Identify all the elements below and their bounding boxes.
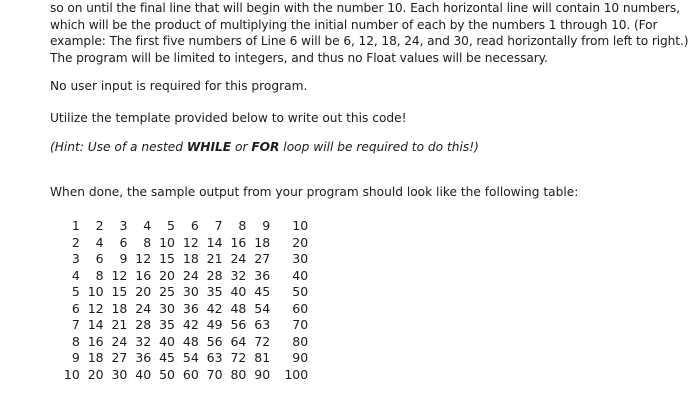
template-note: Utilize the template provided below to write out this code! — [50, 111, 407, 125]
table-cell: 9 — [119, 251, 128, 266]
table-cell: 20 — [87, 366, 104, 382]
table-row — [56, 301, 308, 318]
table-cell: 15 — [159, 251, 175, 266]
table-row — [56, 268, 308, 285]
hint-or: or — [231, 140, 252, 154]
table-cell: 12 — [135, 251, 152, 266]
table-cell: 40 — [292, 267, 309, 283]
table-cell: 8 — [71, 333, 80, 349]
table-cell: 42 — [206, 300, 223, 316]
table-cell: 10 — [292, 218, 309, 233]
table-cell: 18 — [182, 251, 199, 266]
table-cell: 10 — [159, 234, 175, 250]
no-input-note: No user input is required for this program. — [50, 79, 308, 93]
table-cell: 40 — [135, 366, 152, 382]
table-cell: 30 — [159, 300, 175, 316]
table-cell: 60 — [182, 366, 199, 382]
table-cell: 70 — [292, 317, 309, 332]
table-row — [56, 251, 308, 268]
table-cell: 48 — [230, 300, 247, 316]
table-cell: 12 — [111, 267, 128, 283]
intro-line: which will be the product of multiplying the initial number of each by the numbers 1 through 10. (For — [50, 17, 658, 32]
table-cell: 100 — [284, 366, 309, 382]
table-cell: 56 — [230, 317, 247, 332]
intro-paragraph — [50, 0, 690, 67]
table-cell: 27 — [254, 251, 271, 266]
table-cell: 20 — [292, 234, 309, 250]
table-cell: 8 — [95, 267, 104, 283]
table-cell: 2 — [95, 218, 104, 233]
table-cell: 36 — [182, 300, 199, 316]
table-cell: 63 — [254, 317, 271, 332]
table-cell: 10 — [63, 366, 80, 382]
table-cell: 7 — [214, 218, 223, 233]
table-cell: 5 — [71, 284, 80, 299]
table-cell: 24 — [230, 251, 247, 266]
table-cell: 50 — [159, 366, 175, 382]
table-cell: 48 — [182, 333, 199, 349]
hint-while: WHILE — [186, 140, 232, 154]
intro-line: so on until the final line that will begin with the number 10. Each horizontal line will contain 10 numbers, — [50, 1, 680, 15]
table-cell: 16 — [135, 267, 152, 283]
table-cell: 72 — [230, 350, 247, 365]
multiplication-table — [56, 218, 308, 383]
table-cell: 42 — [182, 317, 199, 332]
table-cell: 4 — [71, 267, 80, 283]
table-cell: 3 — [71, 251, 80, 266]
table-cell: 20 — [159, 267, 175, 283]
table-cell: 18 — [111, 300, 128, 316]
table-row — [56, 367, 308, 384]
table-cell: 6 — [71, 300, 80, 316]
hint-note — [50, 139, 479, 155]
table-cell: 21 — [206, 251, 223, 266]
hint-for: FOR — [251, 140, 280, 154]
table-row — [56, 284, 308, 301]
table-cell: 30 — [111, 366, 128, 382]
table-cell: 80 — [292, 333, 309, 349]
table-cell: 60 — [292, 300, 309, 316]
table-cell: 90 — [292, 350, 309, 365]
table-cell: 25 — [159, 284, 175, 299]
table-row — [56, 218, 308, 235]
table-cell: 50 — [292, 284, 309, 299]
table-cell: 45 — [254, 284, 271, 299]
table-cell: 16 — [87, 333, 104, 349]
table-cell: 6 — [119, 234, 128, 250]
table-cell: 28 — [206, 267, 223, 283]
table-cell: 4 — [95, 234, 104, 250]
table-cell: 7 — [71, 317, 80, 332]
table-cell: 1 — [71, 218, 80, 233]
table-cell: 6 — [95, 251, 104, 266]
table-cell: 10 — [87, 284, 104, 299]
table-row — [56, 317, 308, 334]
table-cell: 54 — [182, 350, 199, 365]
table-cell: 18 — [254, 234, 271, 250]
table-cell: 8 — [143, 234, 152, 250]
table-cell: 12 — [87, 300, 104, 316]
intro-line: example: The first five numbers of Line 6 will be 6, 12, 18, 24, and 30, read horizontally from left to right.) — [50, 34, 689, 49]
table-row — [56, 350, 308, 367]
table-cell: 3 — [119, 218, 128, 233]
table-cell: 32 — [230, 267, 247, 283]
table-cell: 36 — [135, 350, 152, 365]
table-cell: 64 — [230, 333, 247, 349]
table-cell: 8 — [238, 218, 247, 233]
table-cell: 21 — [111, 317, 128, 332]
table-cell: 49 — [206, 317, 223, 332]
table-row — [56, 334, 308, 351]
table-cell: 80 — [230, 366, 247, 382]
table-cell: 27 — [111, 350, 128, 365]
table-row — [56, 235, 308, 252]
table-cell: 2 — [71, 234, 80, 250]
intro-line: The program will be limited to integers, and thus no Float values will be necessary. — [50, 51, 548, 66]
table-cell: 56 — [206, 333, 223, 349]
table-cell: 30 — [182, 284, 199, 299]
table-cell: 24 — [111, 333, 128, 349]
table-cell: 12 — [182, 234, 199, 250]
table-cell: 70 — [206, 366, 223, 382]
table-cell: 90 — [254, 366, 271, 382]
table-cell: 9 — [262, 218, 271, 233]
table-cell: 14 — [206, 234, 223, 250]
table-cell: 35 — [159, 317, 175, 332]
hint-suffix: loop will be required to do this!) — [279, 140, 479, 154]
sample-output-intro: When done, the sample output from your program should look like the following table: — [50, 185, 579, 199]
table-cell: 81 — [254, 350, 271, 365]
hint-prefix: (Hint: Use of a nested — [50, 140, 187, 154]
table-cell: 24 — [182, 267, 199, 283]
table-cell: 6 — [190, 218, 199, 233]
table-cell: 9 — [71, 350, 80, 365]
table-cell: 32 — [135, 333, 152, 349]
table-cell: 18 — [87, 350, 104, 365]
table-cell: 72 — [254, 333, 271, 349]
table-cell: 36 — [254, 267, 271, 283]
table-cell: 4 — [143, 218, 152, 233]
table-cell: 16 — [230, 234, 247, 250]
table-cell: 14 — [87, 317, 104, 332]
table-cell: 40 — [230, 284, 247, 299]
table-cell: 24 — [135, 300, 152, 316]
table-cell: 45 — [159, 350, 175, 365]
table-cell: 35 — [206, 284, 223, 299]
table-cell: 20 — [135, 284, 152, 299]
table-cell: 63 — [206, 350, 223, 365]
table-cell: 54 — [254, 300, 271, 316]
table-cell: 40 — [159, 333, 175, 349]
table-cell: 5 — [167, 218, 175, 233]
table-cell: 15 — [111, 284, 128, 299]
table-cell: 30 — [292, 251, 309, 266]
table-cell: 28 — [135, 317, 152, 332]
